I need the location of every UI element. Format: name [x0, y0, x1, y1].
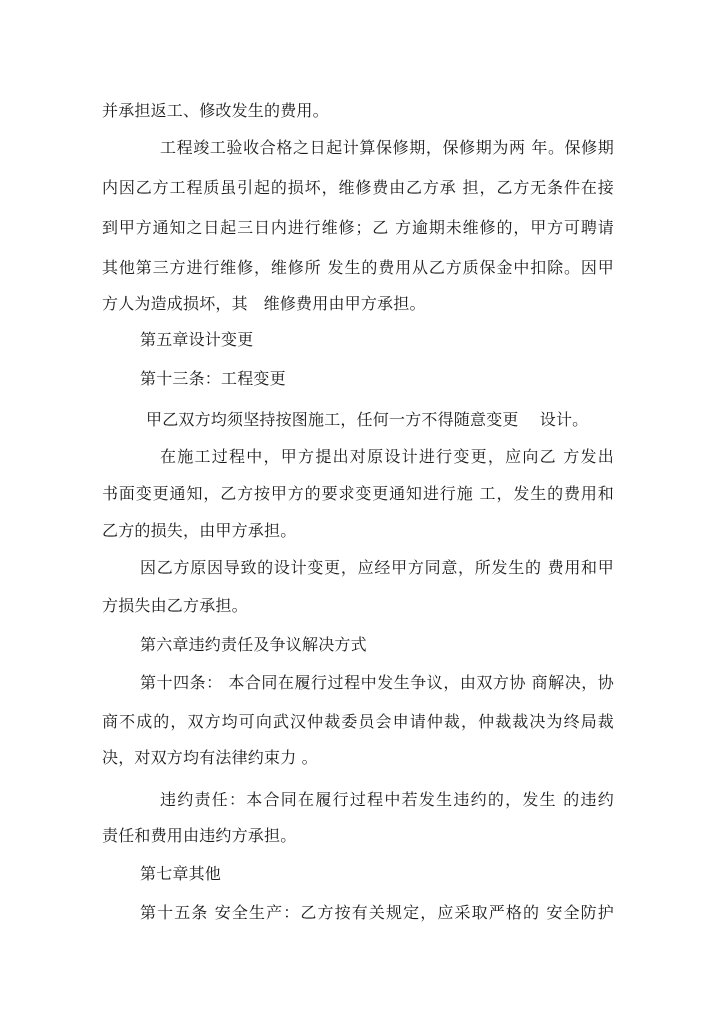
text-line: 决，对双方均有法律约束力 。: [102, 748, 318, 767]
text-line: 违约责任：本合同在履行过程中若发生违约的，发生 的违约: [160, 790, 614, 809]
chapter-heading: 第五章设计变更: [140, 330, 254, 349]
text-line: 责任和费用由违约方承担。: [102, 826, 297, 845]
chapter-heading: 第六章违约责任及争议解决方式: [140, 635, 367, 654]
text-line: 第十五条 安全生产：乙方按有关规定，应采取严格的 安全防护: [140, 903, 614, 922]
text-line: 并承担返工、修改发生的费用。: [102, 101, 329, 120]
text-line: 书面变更通知，乙方按甲方的要求变更通知进行施 工，发生的费用和: [102, 484, 614, 503]
text-line: 商不成的，双方均可向武汉仲裁委员会申请仲裁，仲裁裁决为终局裁: [102, 712, 614, 731]
text-line: 在施工过程中，甲方提出对原设计进行变更，应向乙 方发出: [160, 447, 614, 466]
text-line: 乙方的损失，由甲方承担。: [102, 521, 297, 540]
text-line: 甲乙双方均须坚持按图施工，任何一方不得随意变更 设计。: [146, 410, 589, 429]
article-heading: 第十三条：工程变更: [140, 369, 286, 388]
text-line: 因乙方原因导致的设计变更，应经甲方同意，所发生的 费用和甲: [140, 558, 614, 577]
text-line: 方损失由乙方承担。: [102, 596, 248, 615]
text-line: 内因乙方工程质虽引起的损坏，维修费由乙方承 担，乙方无条件在接: [102, 178, 614, 197]
text-line: 方人为造成损坏，其 维修费用由甲方承担。: [102, 294, 426, 313]
text-line: 其他第三方进行维修，维修所 发生的费用从乙方质保金中扣除。因甲: [102, 258, 614, 277]
chapter-heading: 第七章其他: [140, 864, 222, 883]
text-line: 到甲方通知之日起三日内进行维修；乙 方逾期未维修的，甲方可聘请: [102, 218, 614, 237]
text-line: 工程竣工验收合格之日起计算保修期，保修期为两 年。保修期: [160, 138, 614, 157]
text-line: 第十四条： 本合同在履行过程中发生争议，由双方协 商解决，协: [140, 673, 614, 692]
